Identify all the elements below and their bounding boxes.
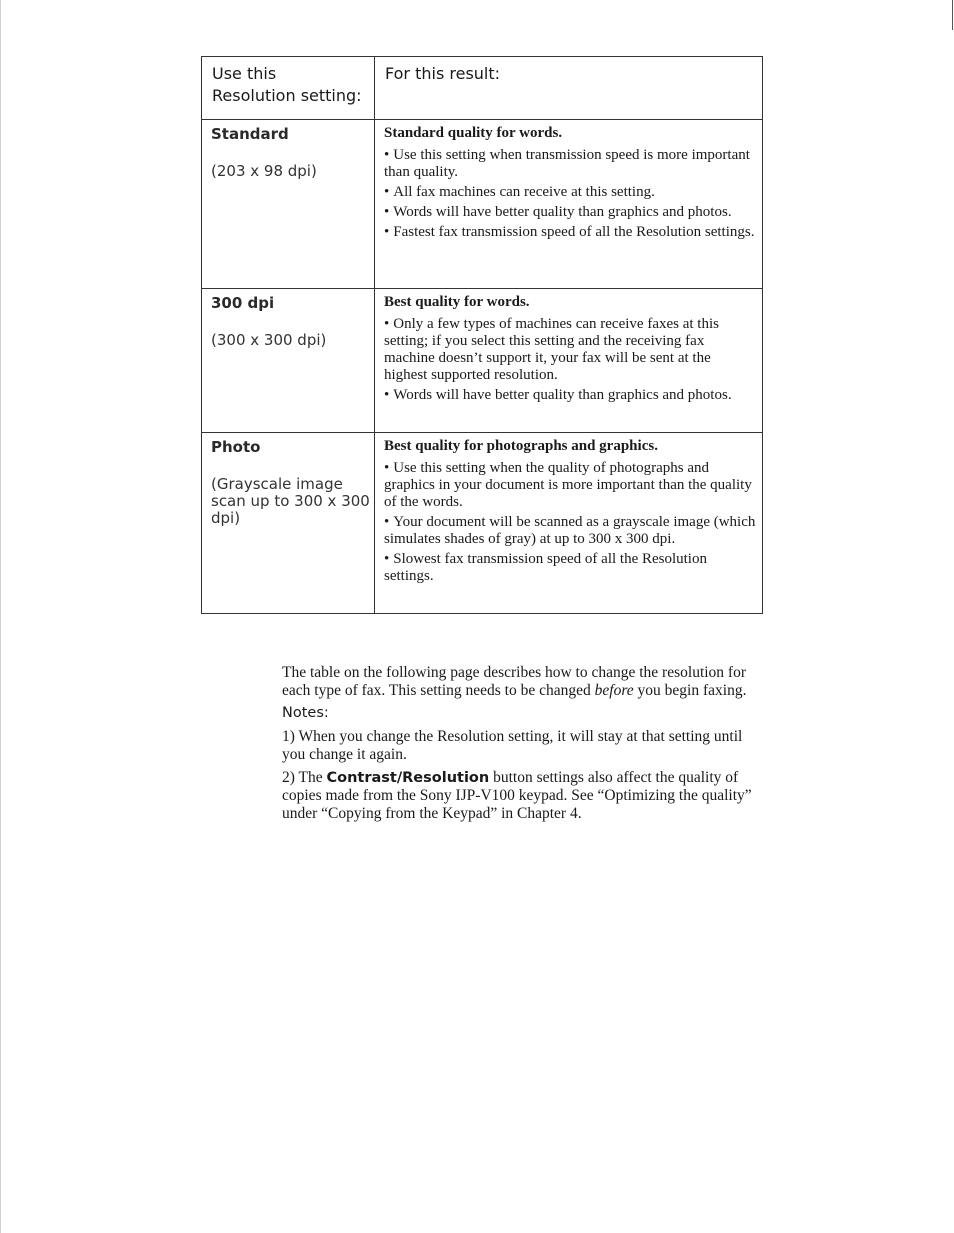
notes-label: Notes: [282, 705, 329, 721]
intro-paragraph: The table on the following page describes how to change the resolution for each type of fax. This setting needs to be changed before you begin faxing. [282, 664, 747, 699]
note-1: 1) When you change the Resolution setting, it will stay at that setting until you change it again. [282, 728, 743, 763]
resolution-table [201, 56, 763, 614]
header-setting-line1: Use this [212, 64, 277, 83]
list-item: • Words will have better quality than graphics and photos. [384, 204, 732, 220]
table-row [202, 289, 763, 433]
result-title: Standard quality for words. [384, 125, 563, 141]
setting-cell [202, 433, 375, 614]
page-edge-mark [952, 0, 953, 30]
contrast-resolution-button-name: Contrast/Resolution [326, 770, 490, 786]
setting-name: 300 dpi [211, 294, 275, 312]
list-item: • All fax machines can receive at this setting. [384, 184, 655, 200]
setting-detail: (300 x 300 dpi) [211, 331, 327, 349]
result-title: Best quality for photographs and graphics. [384, 438, 658, 454]
emphasis-before: before [594, 682, 634, 699]
list-item: • Words will have better quality than graphics and photos. [384, 387, 732, 403]
setting-name: Standard [211, 125, 289, 143]
list-item: • Fastest fax transmission speed of all the Resolution settings. [384, 224, 755, 240]
result-bullets [384, 460, 756, 585]
header-setting-line2: Resolution setting: [212, 86, 362, 105]
setting-detail: (203 x 98 dpi) [211, 162, 317, 180]
result-bullets [384, 316, 756, 404]
list-item: • Slowest fax transmission speed of all the Resolution settings. [384, 551, 707, 584]
setting-detail: (Grayscale image scan up to 300 x 300 dpi) [211, 475, 370, 527]
result-cell [375, 289, 763, 433]
result-bullets [384, 147, 756, 241]
list-item: • Only a few types of machines can receive faxes at this setting; if you select this setting and the receiving fax machine doesn’t support it, your fax will be sent at the highest supported resolution. [384, 316, 719, 383]
result-title: Best quality for words. [384, 294, 530, 310]
note-2: 2) The Contrast/Resolution button settings also affect the quality of copies made from the Sony IJP-V100 keypad. See “Optimizing the quality” under “Copying from the Keypad” in Chapter 4. [282, 769, 752, 822]
result-cell [375, 120, 763, 289]
header-setting [202, 57, 375, 120]
list-item: • Your document will be scanned as a grayscale image (which simulates shades of gray) at up to 300 x 300 dpi. [384, 514, 756, 547]
header-result: For this result: [375, 57, 763, 120]
setting-name: Photo [211, 438, 261, 456]
setting-cell [202, 289, 375, 433]
page-edge [0, 0, 1, 1233]
setting-cell [202, 120, 375, 289]
table-row [202, 433, 763, 614]
result-cell [375, 433, 763, 614]
notes-section [282, 664, 760, 828]
list-item: • Use this setting when transmission speed is more important than quality. [384, 147, 750, 180]
list-item: • Use this setting when the quality of photographs and graphics in your document is more important than the quality of the words. [384, 460, 752, 510]
table-row [202, 120, 763, 289]
table-header-row [202, 57, 763, 120]
